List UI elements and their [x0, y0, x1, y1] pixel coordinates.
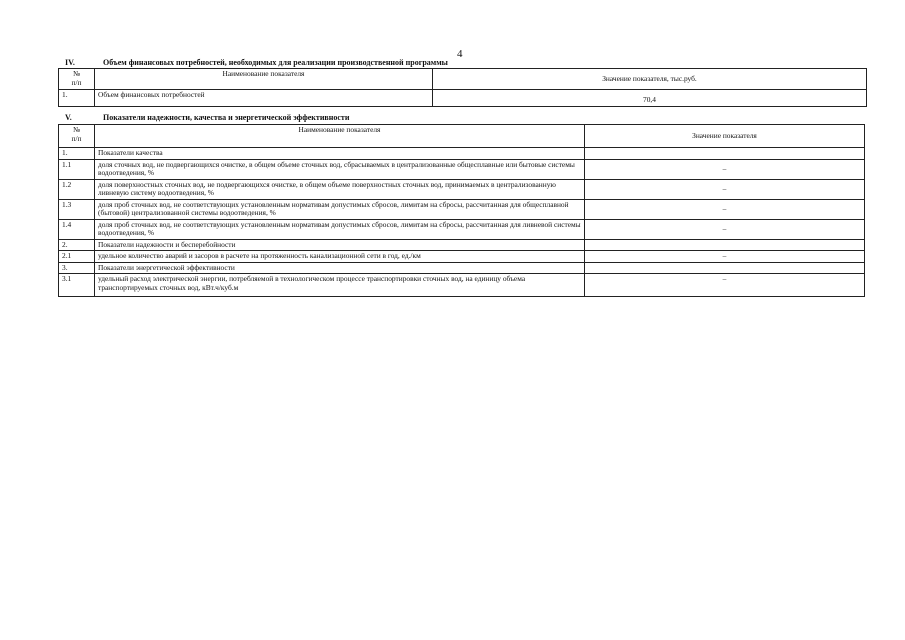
- section-5-number: V.: [65, 113, 72, 122]
- row-num: 3.1: [59, 274, 95, 297]
- row-name: доля поверхностных сточных вод, не подвергающихся очистке, в общем объеме поверхностных сточных вод, принимаемых в централизованную ливневую систему водоотведения, %: [95, 179, 585, 199]
- row-value: [585, 239, 865, 251]
- row-num: 1.: [59, 90, 95, 107]
- row-name: доля сточных вод, не подвергающихся очистке, в общем объеме сточных вод, сбрасываемых в централизованные общесплавные или бытовые системы водоотведения, %: [95, 159, 585, 179]
- row-value: –: [585, 199, 865, 219]
- header-num: № п/п: [59, 69, 95, 90]
- row-name: доля проб сточных вод, не соответствующих установленным нормативам допустимых сбросов, лимитам на сбросы, рассчитанная для ливневой системы водоотведения, %: [95, 219, 585, 239]
- header-value: Значение показателя: [585, 125, 865, 148]
- table-row: [59, 179, 865, 199]
- table-header-row: [59, 69, 867, 90]
- table-row: [59, 219, 865, 239]
- row-name: доля проб сточных вод, не соответствующих установленным нормативам допустимых сбросов, лимитам на сбросы, рассчитанная для общесплавной (бытовой) централизованной системы водоотведения, %: [95, 199, 585, 219]
- table-row: [59, 90, 867, 107]
- financial-needs-table: [58, 68, 867, 107]
- row-num: 1.2: [59, 179, 95, 199]
- section-4-number: IV.: [65, 58, 75, 67]
- table-row: [59, 148, 865, 160]
- header-value: Значение показателя, тыс.руб.: [433, 69, 867, 90]
- row-value: –: [585, 179, 865, 199]
- section-5-heading: [65, 113, 349, 122]
- table-row: [59, 159, 865, 179]
- row-value: [585, 262, 865, 274]
- header-name: Наименование показателя: [95, 125, 585, 148]
- row-name: Показатели надежности и бесперебойности: [95, 239, 585, 251]
- table-row: [59, 262, 865, 274]
- section-4-title: Объем финансовых потребностей, необходимых для реализации производственной программы: [103, 58, 448, 67]
- row-num: 2.: [59, 239, 95, 251]
- row-num: 1.3: [59, 199, 95, 219]
- row-value: –: [585, 159, 865, 179]
- row-num: 2.1: [59, 251, 95, 263]
- row-value: –: [585, 251, 865, 263]
- row-num: 1.: [59, 148, 95, 160]
- table-row: [59, 274, 865, 297]
- row-num: 1.4: [59, 219, 95, 239]
- table-row: [59, 199, 865, 219]
- row-num: 1.1: [59, 159, 95, 179]
- row-num: 3.: [59, 262, 95, 274]
- table-header-row: [59, 125, 865, 148]
- row-value: –: [585, 219, 865, 239]
- row-value: –: [585, 274, 865, 297]
- row-name: Объем финансовых потребностей: [95, 90, 433, 107]
- indicators-table: [58, 124, 865, 297]
- table-row: [59, 239, 865, 251]
- row-name: удельное количество аварий и засоров в расчете на протяженность канализационной сети в год, ед./км: [95, 251, 585, 263]
- header-num: № п/п: [59, 125, 95, 148]
- page-number: 4: [457, 48, 463, 60]
- header-name: Наименование показателя: [95, 69, 433, 90]
- section-5-title: Показатели надежности, качества и энергетической эффективности: [103, 113, 350, 122]
- row-name: Показатели энергетической эффективности: [95, 262, 585, 274]
- section-4-heading: [65, 58, 448, 67]
- row-value: 70,4: [433, 90, 867, 107]
- row-name: удельный расход электрической энергии, потребляемой в технологическом процессе транспортировки сточных вод, на единицу объема транспортируемых сточных вод, кВт.ч/куб.м: [95, 274, 585, 297]
- row-value: [585, 148, 865, 160]
- table-row: [59, 251, 865, 263]
- row-name: Показатели качества: [95, 148, 585, 160]
